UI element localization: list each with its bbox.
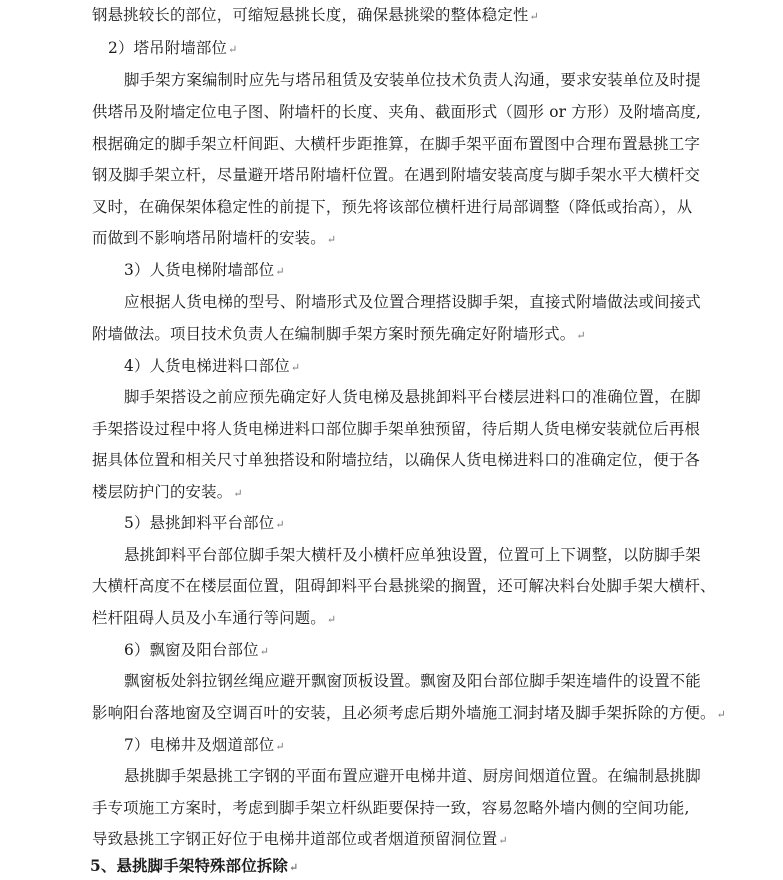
text-line: 栏杆阻碍人员及小车通行等问题。↵ [92,609,337,627]
text-line: 导致悬挑工字钢正好位于电梯井道部位或者烟道预留洞位置↵ [92,830,508,848]
paragraph-mark-icon: ↵ [529,10,539,23]
paragraph-mark-icon: ↵ [326,613,337,626]
text-line: 脚手架搭设之前应预先确定好人货电梯及悬挑卸料平台楼层进料口的准确位置，在脚 [124,388,701,406]
paragraph-mark-icon: ↵ [275,518,285,531]
paragraph-mark-icon: ↵ [228,43,238,56]
text-line: 楼层防护门的安装。↵ [92,483,243,501]
text-line: 脚手架方案编制时应先与塔吊租赁及安装单位技术负责人沟通，要求安装单位及时提 [124,71,701,89]
paragraph-mark-icon: ↵ [233,487,243,500]
text-line: 手专项施工方案时，考虑到脚手架立杆纵距要保持一致，容易忽略外墙内侧的空间功能, [92,799,690,817]
section-heading-unloading-platform: 5）悬挑卸料平台部位↵ [124,514,285,532]
text-line: 飘窗板处斜拉钢丝绳应避开飘窗顶板设置。飘窗及阳台部位脚手架连墙件的设置不能 [124,672,701,690]
paragraph-mark-icon: ↵ [290,361,301,374]
text-line: 应根据人货电梯的型号、附墙形式及位置合理搭设脚手架，直接式附墙做法或间接式 [124,293,701,311]
text-line: 根据确定的脚手架立杆间距、大横杆步距推算，在脚手架平面布置图中合理布置悬挑工字 [92,135,701,153]
section-heading-bay-window: 6）飘窗及阳台部位↵ [124,641,270,659]
paragraph-mark-icon: ↵ [289,861,299,874]
paragraph-mark-icon: ↵ [259,645,270,658]
section-heading-tower-crane: 2）塔吊附墙部位↵ [108,39,238,57]
text-line: 供塔吊及附墙定位电子图、附墙杆的长度、夹角、截面形式（圆形 or 方形）及附墙高度, [92,103,702,121]
paragraph-mark-icon: ↵ [576,329,586,342]
section-heading-elevator-entrance: 4）人货电梯进料口部位↵ [124,357,301,375]
text-line: 附墙做法。项目技术负责人在编制脚手架方案时预先确定好附墙形式。↵ [92,325,586,343]
paragraph-mark-icon: ↵ [326,233,337,246]
text-line: 钢及脚手架立杆，尽量避开塔吊附墙杆位置。在遇到附墙安装高度与脚手架水平大横杆交 [92,166,701,184]
text-line: 影响阳台落地窗及空调百叶的安装，且必须考虑后期外墙施工洞封堵及脚手架拆除的方便。↵ [92,704,727,722]
section-heading-elevator-shaft: 7）电梯井及烟道部位↵ [124,736,285,754]
text-line: 悬挑脚手架悬挑工字钢的平面布置应避开电梯井道、厨房间烟道位置。在编制悬挑脚 [124,767,701,785]
paragraph-mark-icon: ↵ [498,834,508,847]
text-line: 据具体位置和相关尺寸单独搭设和附墙拉结，以确保人货电梯进料口的准确定位，便于各 [92,451,701,469]
text-line: 叉时，在确保架体稳定性的前提下，预先将该部位横杆进行局部调整（降低或抬高），从 [92,198,693,216]
text-line: 钢悬挑较长的部位，可缩短悬挑长度，确保悬挑梁的整体稳定性↵ [92,6,539,24]
text-line: 悬挑卸料平台部位脚手架大横杆及小横杆应单独设置，位置可上下调整，以防脚手架 [124,546,701,564]
section-heading-elevator-wall: 3）人货电梯附墙部位↵ [124,261,285,279]
paragraph-mark-icon: ↵ [275,740,285,753]
paragraph-mark-icon: ↵ [716,708,727,721]
paragraph-mark-icon: ↵ [275,265,285,278]
text-line: 大横杆高度不在楼层面位置，阻碍卸料平台悬挑梁的搁置，还可解决料台处脚手架大横杆、 [92,577,716,595]
section-title-dismantling: 5、悬挑脚手架特殊部位拆除↵ [90,857,299,875]
text-line: 手架搭设过程中将人货电梯进料口部位脚手架单独预留，待后期人货电梯安装就位后再根 [92,420,701,438]
text-line: 而做到不影响塔吊附墙杆的安装。↵ [92,229,337,247]
